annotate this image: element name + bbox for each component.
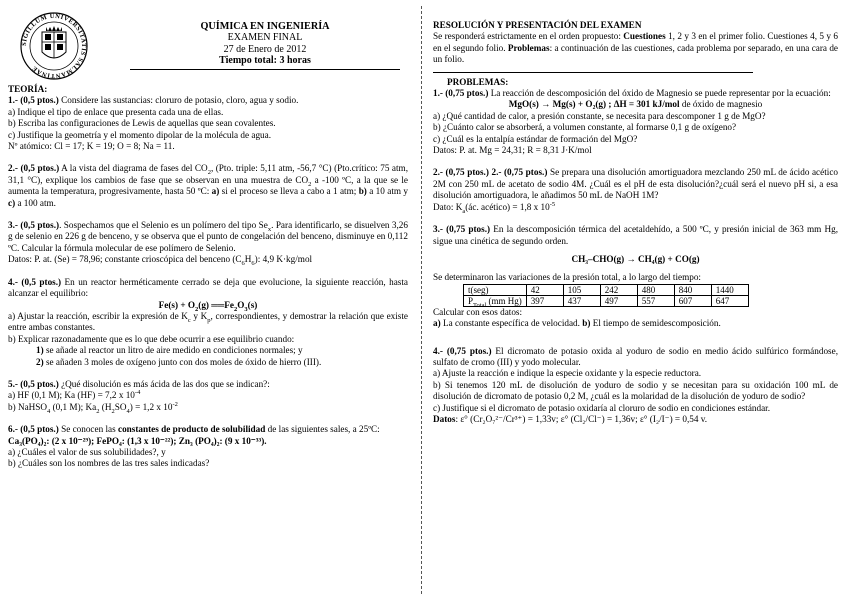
header-rule <box>130 69 400 70</box>
table-row-pressure <box>464 295 749 306</box>
p4-c: c) Justifique si el dicromato de potasio oxidaría al cloruro de sodio en condiciones estándar. <box>433 402 771 413</box>
problemas-heading: PROBLEMAS: <box>447 76 509 87</box>
problem-3 <box>433 224 838 329</box>
p3-parts: a) La constante específica de velocidad. b) El tiempo de semidescomposición. <box>433 318 721 329</box>
q4-b1: 1) se añade al reactor un litro de aire medido en condiciones normales; y <box>36 345 303 356</box>
q1-num: 1.- (0,5 ptos.) <box>8 95 59 106</box>
table-cell: $P_{Total}$ (mm Hg) <box>464 295 527 306</box>
p3-num: 3.- (0,75 ptos.) <box>433 224 491 235</box>
p2-dato: Dato: $K_a(ác$. acético) = 1,8 x $10^{-5}$ <box>433 200 556 215</box>
q2-ia: a) <box>211 186 220 197</box>
exam-time: Tiempo total: 3 horas <box>219 55 311 67</box>
q6-salts: Ca₃(PO₄)₂: (2 x 10⁻²⁹); FePO₄: (1,3 x 10⁻²²); Zn₃ (PO₄)₂: (9 x 10⁻³³). <box>8 435 267 446</box>
table-cell: t(seg) <box>464 284 527 295</box>
q3-subx: x <box>267 225 272 233</box>
q2-tb: a 10 atm y <box>366 186 408 197</box>
question-4 <box>8 277 408 368</box>
table-cell: 840 <box>674 284 711 295</box>
table-cell: 1440 <box>711 284 748 295</box>
university-seal <box>12 12 96 80</box>
exam-date: 27 de Enero de 2012 <box>223 43 307 55</box>
table-cell: 437 <box>563 295 600 306</box>
q2-ic: c) <box>8 197 16 208</box>
p1-text: La reacción de descomposición del óxido de Magnesio se puede representar por la ecuación: <box>488 88 831 99</box>
q3-text1: . Sospechamos que el Selenio es un polímero del tipo Se <box>59 220 268 231</box>
q1-c: c) Justifique la geometría y el momento dipolar de la molécula de agua. <box>8 129 272 140</box>
pressure-table <box>463 284 749 307</box>
q2-text1: A la vista del diagrama de fases del CO <box>59 163 208 174</box>
course-title: QUÍMICA EN INGENIERÍA <box>200 21 330 32</box>
p4-datos: Datos: ε° (Cr₂O₇²⁻/Cr³⁺) = 1,33v; ε° (Cl₂/Cl⁻) = 1,36v; ε° (I₂/I⁻) = 0,54 v. <box>433 413 708 424</box>
q2-num: 2.- (0,5 ptos.) <box>8 163 60 174</box>
table-cell: 242 <box>600 284 637 295</box>
table-cell: 42 <box>526 284 563 295</box>
q6-a: a) ¿Cuáles el valor de sus solubilidades?, y <box>8 446 166 457</box>
question-1 <box>8 95 408 152</box>
table-cell: 497 <box>600 295 637 306</box>
q3-num: 3.- (0,5 ptos.) <box>8 220 60 231</box>
q3-data: Datos: P. at. (Se) = 78,96; constante crioscópica del benceno (C <box>8 254 242 265</box>
q4-a: a) Ajustar la reacción, escribir la expresión de $K_c$ y $K_p$, correspondientes, y demostrar la relación que existe entre ambas constantes. <box>8 310 409 333</box>
table-cell: 105 <box>563 284 600 295</box>
question-2 <box>8 163 408 209</box>
q3-sub6a: 6 <box>241 260 245 268</box>
column-divider <box>421 6 422 594</box>
q2-sub2: 2 <box>308 180 312 188</box>
right-column <box>433 20 838 425</box>
teoria-section <box>8 84 408 470</box>
q2-text3: a -100 ºC, a la que se le aumenta la temperatura, progresivamente, hasta 50 ºC: <box>8 174 409 197</box>
q6-b: b) ¿Cuáles son los nombres de las tres sales indicadas? <box>8 458 210 469</box>
p1-b: b) ¿Cuánto calor se absorberá, a volumen constante, al formarse 0,1 g de oxígeno? <box>433 122 737 133</box>
q4-b2: 2) se añaden 3 moles de oxígeno junto con dos moles de óxido de hierro (III). <box>36 356 322 367</box>
table-cell: 557 <box>637 295 674 306</box>
q3-data-h: H <box>244 254 252 265</box>
p1-equation: MgO(s) → Mg(s) + O₂(g) ; ΔH = 301 kJ/mol de óxido de magnesio <box>508 99 763 110</box>
q6-num: 6.- (0,5 ptos.) <box>8 424 59 435</box>
problem-2 <box>433 167 838 213</box>
p3-intro: Se determinaron las variaciones de la presión total, a lo largo del tiempo: <box>433 272 701 283</box>
table-cell: 647 <box>711 295 748 306</box>
q4-num: 4.- (0,5 ptos.) <box>8 276 62 287</box>
q2-text2: , (Pto. triple: 5,11 atm, -56,7 °C) (Pto.crítico: 75 atm, 31,1 °C), explique los cambios de fase que se observan en una muestra de CO <box>8 163 408 185</box>
q1-a: a) Indique el tipo de enlace que presenta cada una de ellas. <box>8 106 224 117</box>
exam-header <box>130 0 400 70</box>
q5-num: 5.- (0,5 ptos.) <box>8 378 59 389</box>
q3-text2: . Para identificarlo, se disuelven 3,26 g de selenio en 226 g de benceno, y se observa que el punto de congelación del benceno, disminuye en 0,112 ºC. Calcular la fórmula molecular de ese polímero de Selenio. <box>8 220 408 253</box>
q1-b: b) Escriba las configuraciones de Lewis de aquellas que sean covalentes. <box>8 118 276 129</box>
problem-4 <box>433 346 838 426</box>
table-cell: 607 <box>674 295 711 306</box>
p4-num: 4.- (0,75 ptos.) <box>433 345 492 356</box>
q2-ta: si el proceso se lleva a cabo a 1 atm; <box>219 186 359 197</box>
exam-type: EXAMEN FINAL <box>227 32 303 44</box>
p2-num: 2.- (0,75 ptos.) 2.- (0,75 ptos.) <box>433 167 548 178</box>
question-3 <box>8 220 408 266</box>
teoria-heading: TEORÍA: <box>8 84 48 94</box>
question-6 <box>8 424 408 470</box>
problem-1 <box>433 88 838 156</box>
table-cell: 480 <box>637 284 674 295</box>
resolucion-heading: RESOLUCIÓN Y PRESENTACIÓN DEL EXAMEN <box>433 20 642 30</box>
p3-text: En la descomposición térmica del acetaldehído, a 500 ºC, y presión inicial de 363 mm Hg, sigue una cinética de segundo orden. <box>433 224 838 246</box>
table-cell: 397 <box>526 295 563 306</box>
p1-c: c) ¿Cuál es la entalpía estándar de formación del MgO? <box>433 133 638 144</box>
q1-d: Nº atómico: Cl = 17; K = 19; O = 8; Na = 11. <box>8 141 175 152</box>
p4-text: El dicromato de potasio oxida al yoduro de sodio en medio ácido sulfúrico formándose, sulfato de cromo (III) y yodo molecular. <box>433 345 838 367</box>
table-row-time <box>464 284 749 295</box>
q6-text2: de las siguientes sales, a 25ºC: <box>265 424 380 435</box>
q1-text: Considere las sustancias: cloruro de potasio, cloro, agua y sodio. <box>58 95 299 106</box>
q2-sub1: 2 <box>207 169 211 177</box>
q5-text: ¿Qué disolución es más ácida de las dos que se indican?: <box>58 378 270 389</box>
q2-ib: b) <box>358 186 367 197</box>
p1-a: a) ¿Qué cantidad de calor, a presión constante, se necesita para descomponer 1 g de MgO? <box>433 110 766 121</box>
p3-calc: Calcular con esos datos: <box>433 306 523 317</box>
q3-data-end: ): 4,9 K·kg/mol <box>254 254 313 265</box>
p3-equation: CH₃–CHO(g) → CH₄(g) + CO(g) <box>571 253 700 264</box>
p2-text: Se prepara una disolución amortiguadora mezclando 250 mL de ácido acético 2M con 250 mL de acetato de sodio 4M. ¿Cuál es el pH de esta disolución?¿cuál será el nuevo pH si, a esa disolución amortiguadora, le añadimos 50 mL de NaOH 1M? <box>433 167 838 201</box>
p4-b: b) Si tenemos 120 mL de disolución de yoduro de sodio y se necesitan para su oxidación 100 mL de disolución de dicromato de potasio 0,2 M, ¿cuál es la molaridad de la disolución de yoduro de sodio? <box>433 379 838 402</box>
q6-text1: Se conocen las <box>58 424 118 435</box>
q4-b: b) Explicar razonadamente que es lo que debe ocurrir a ese equilibrio cuando: <box>8 333 295 344</box>
q5-b: b) NaHSO$_4$ (0,1 M); $Ka_2$ $(H_2SO_4) = 1,2$ x $10^{-2}$ <box>8 400 178 415</box>
q3-sub6b: 6 <box>251 260 255 268</box>
p4-a: a) Ajuste la reacción e indique la especie oxidante y la especie reductora. <box>433 368 702 379</box>
q6-bold: constantes de producto de solubilidad <box>118 424 266 435</box>
p1-num: 1.- (0,75 ptos.) <box>433 88 489 99</box>
q4-text: En un reactor herméticamente cerrado se deja que evolucione, la siguiente reacción, hasta alcanzar el equilibrio: <box>8 276 408 299</box>
resolucion-text: Se responderá estrictamente en el orden propuesto: Cuestiones 1, 2 y 3 en el primer folio. Cuestiones 4, 5 y 6 en el segundo folio. Problemas: a continuación de las cuestiones, cada problema por separado, en una cara de un folio. <box>433 31 838 65</box>
q5-a: a) HF (0,1 M); Ka (HF) = 7,2 x $10^{-4}$ <box>8 389 141 401</box>
seal-text: SIGILLUM UNIVERSITATIS SALMANTINAE <box>20 12 88 80</box>
question-5 <box>8 379 408 413</box>
q4-equation: $Fe(s) + O_2(g)$ $══Fe_2O_3(s)$ <box>158 299 258 313</box>
resolucion-rule <box>433 72 753 73</box>
p1-d: Datos: P. at. Mg = 24,31; R = 8,31 J·K/mol <box>433 145 592 156</box>
q2-tc: a 100 atm. <box>15 197 56 208</box>
